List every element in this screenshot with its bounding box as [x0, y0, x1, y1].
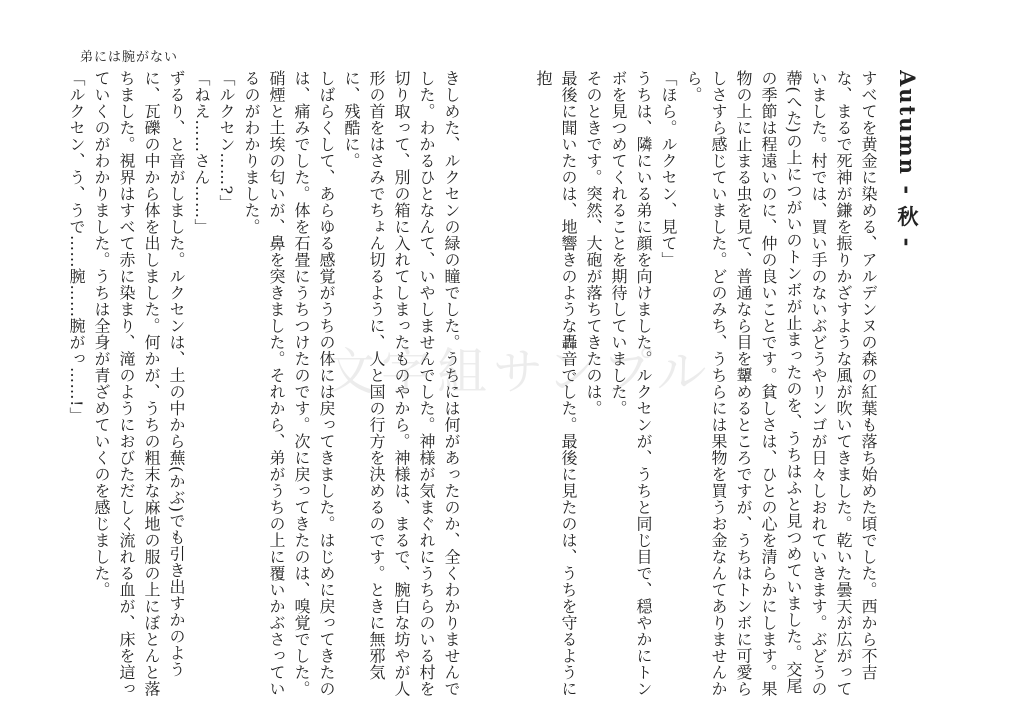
paragraph: ずるり、と音がしました。ルクセンは、土の中から蕪(かぶ)でも引き出すかのように、瓦礫の中から体を出しました。何かが、うちの粗末な麻地の服の上にぼとんと落ちました。視界はすべて赤に染まり、滝のようにおびただしく流れる血が、床を這っていくのがわかりました。うちは全身が青ざめていくのを感じました。 — [92, 70, 186, 697]
paragraph: 「ねえ……さん……」 — [192, 70, 211, 235]
paragraph: 「ほら。ルクセン、見て」 — [659, 70, 678, 268]
left-page — [64, 70, 464, 700]
paragraph: うちは、隣にいる弟に顔を向けました。ルクセンが、うちと同じ目で、穏やかにトンボを見つめてくれることを期待していました。 — [609, 70, 653, 697]
chapter-title: Autumn - 秋 - — [895, 70, 920, 249]
paragraph: 最後に聞いたのは、地響きのような轟音でした。最後に見たのは、うちを守るように抱 — [534, 70, 578, 697]
running-head: 弟には腕がない — [80, 50, 179, 65]
paragraph: すべてを黄金に染める、アルデンヌの森の紅葉も落ち始めた頃でした。西から不吉な、まるで死神が鎌を振りかざすような風が吹いてきました。乾いた曇天が広がっていました。村では、買い手のないぶどうやリンゴが日々しおれていきます。ぶどうの蔕(へた)の上につがいのトンボが止まったのを、うちはふと見つめていました。交尾の季節は程遠いのに、仲の良いことです。貧しさは、ひとの心を清らかにします。果物の上に止まる虫を見て、普通なら目を顰めるところですが、うちはトンボに可愛らしさすら感じていました。どのみち、うちらには果物を買うお金なんてありませんから。 — [684, 70, 878, 697]
paragraph: しばらくして、あらゆる感覚がうちの体には戻ってきました。はじめに戻ってきたのは、痛みでした。体を石畳にうちつけたのです。次に戻ってきたのは、嗅覚でした。硝煙と土埃の匂いが、鼻を突きました。それから、弟がうちの上に覆いかぶさっているのがわかりました。 — [242, 70, 336, 697]
watermark: 文字組サンプル — [325, 343, 713, 401]
paragraph: そのときです。突然、大砲が落ちてきたのは。 — [584, 70, 603, 417]
paragraph: きしめた、ルクセンの緑の瞳でした。うちには何があったのか、全くわかりませんでした。わかるひとなんて、いやしませんでした。神様が気まぐれにうちらのいる村を切り取って、別の箱に入れてしまったものやから。神様は、まるで、腕白な坊やが人形の首をはさみでちょん切るように、人と国の行方を決めるのです。ときに無邪気に、残酷に。 — [342, 70, 461, 697]
right-page — [520, 70, 920, 700]
paragraph: 「ルクセン、う、うで……腕……腕がっ……!」 — [67, 70, 86, 424]
paragraph: 「ルクセン……?」 — [217, 70, 236, 212]
